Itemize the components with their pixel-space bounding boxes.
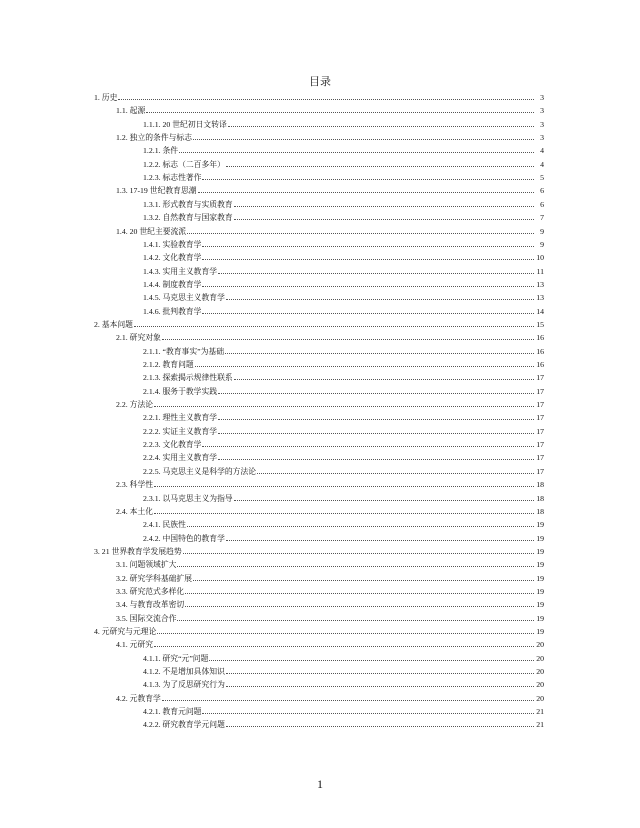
dot-leader: [202, 246, 534, 247]
toc-entry[interactable]: [143, 371, 544, 382]
toc-entry-label: 1.4. 20 世纪主要流派: [116, 226, 187, 236]
toc-entry[interactable]: [143, 652, 544, 663]
toc-entry-label: 1.3.1. 形式教育与实质教育: [143, 199, 233, 209]
dot-leader: [185, 606, 534, 607]
toc-entry[interactable]: [143, 291, 544, 302]
toc-entry[interactable]: [94, 318, 544, 329]
toc-entry-label: 1.4.5. 马克思主义教育学: [143, 293, 225, 303]
toc-entry-label: 2.3.1. 以马克思主义为指导: [143, 493, 233, 503]
toc-entry[interactable]: [94, 91, 544, 102]
toc-entry-label: 3.1. 问题领域扩大: [116, 560, 177, 570]
toc-entry-page: 16: [536, 360, 544, 369]
dot-leader: [187, 526, 534, 527]
toc-entry-page: 19: [536, 573, 544, 583]
toc-entry[interactable]: [116, 478, 544, 489]
toc-entry[interactable]: [143, 118, 544, 129]
dot-leader: [162, 700, 534, 701]
toc-entry-label: 2.2.4. 实用主义教育学: [143, 453, 218, 463]
toc-entry-page: 19: [536, 546, 544, 556]
toc-entry-label: 4.1.2. 不是增加具体知识: [143, 667, 225, 677]
dot-leader: [177, 566, 534, 567]
dot-leader: [118, 99, 534, 100]
toc-entry-label: 1.3. 17-19 世纪教育思潮: [116, 186, 197, 196]
dot-leader: [154, 646, 534, 647]
toc-entry-page: 7: [540, 213, 544, 223]
toc-entry-label: 4.2. 元教育学: [116, 693, 161, 703]
toc-entry-page: 19: [536, 627, 544, 636]
toc-entry-page: 3: [540, 119, 544, 129]
dot-leader: [226, 673, 534, 674]
dot-leader: [134, 326, 534, 327]
toc-entry-page: 21: [536, 707, 544, 717]
toc-entry[interactable]: [116, 131, 544, 142]
toc-entry-page: 19: [536, 600, 544, 610]
toc-entry-page: 16: [536, 333, 544, 343]
dot-leader: [183, 553, 534, 554]
toc-entry-page: 19: [536, 520, 544, 530]
toc-entry-page: 6: [540, 199, 544, 209]
toc-entry-label: 2.1.2. 教育问题: [143, 360, 194, 369]
toc-entry-page: 17: [536, 466, 544, 476]
toc-entry-page: 20: [536, 680, 544, 690]
toc-entry[interactable]: [143, 532, 544, 543]
toc-entry-label: 1.3.2. 自然教育与国家教育: [143, 213, 233, 223]
toc-entry[interactable]: [143, 451, 544, 462]
toc-entry[interactable]: [143, 718, 544, 729]
toc-entry-label: 2.4.2. 中国特色的教育学: [143, 533, 225, 543]
toc-entry[interactable]: [143, 518, 544, 529]
dot-leader: [154, 486, 534, 487]
toc-entry-label: 1.2.3. 标志性著作: [143, 173, 202, 183]
toc-entry-page: 9: [540, 239, 544, 249]
toc-entry-label: 3. 21 世界教育学发展趋势: [94, 546, 182, 556]
dot-leader: [234, 219, 534, 220]
dot-leader: [202, 713, 534, 714]
toc-entry[interactable]: [116, 505, 544, 516]
toc-entry[interactable]: [143, 265, 544, 276]
toc-entry-label: 1.4.1. 实验教育学: [143, 239, 202, 249]
toc-entry-label: 1.4.2. 文化教育学: [143, 253, 202, 263]
toc-entry-page: 13: [536, 279, 544, 289]
toc-entry-page: 17: [536, 426, 544, 436]
toc-entry-page: 3: [540, 93, 544, 102]
toc-entry[interactable]: [116, 612, 544, 623]
dot-leader: [185, 593, 534, 594]
toc-entry-label: 2. 基本问题: [94, 319, 133, 329]
toc-entry-label: 2.2.5. 马克思主义是科学的方法论: [143, 466, 257, 476]
dot-leader: [187, 233, 534, 234]
toc-entry[interactable]: [143, 465, 544, 476]
toc-entry[interactable]: [143, 211, 544, 222]
toc-entry-label: 2.1.1. “教育事实”为基础: [143, 346, 224, 356]
toc-entry[interactable]: [143, 345, 544, 356]
toc-entry[interactable]: [143, 705, 544, 716]
toc-entry-page: 17: [536, 400, 544, 410]
toc-entry-label: 1.2.2. 标志（二百多年）: [143, 159, 225, 169]
toc-entry[interactable]: [143, 678, 544, 689]
dot-leader: [226, 299, 534, 300]
toc-entry-label: 3.5. 国际交流合作: [116, 613, 177, 623]
dot-leader: [257, 473, 534, 474]
dot-leader: [228, 126, 534, 127]
toc-entry-page: 19: [536, 613, 544, 623]
toc-entry-page: 17: [536, 440, 544, 450]
toc-entry[interactable]: [116, 225, 544, 236]
toc-entry-page: 20: [536, 693, 544, 703]
toc-entry-label: 1.2.1. 条件: [143, 146, 179, 156]
toc-entry-page: 3: [540, 106, 544, 116]
dot-leader: [202, 179, 534, 180]
toc-entry[interactable]: [143, 665, 544, 676]
toc-entry[interactable]: [143, 358, 544, 369]
toc-entry[interactable]: [143, 385, 544, 396]
toc-entry-page: 19: [536, 533, 544, 543]
toc-entry-page: 15: [536, 319, 544, 329]
toc-entry-label: 2.2.1. 理性主义教育学: [143, 413, 218, 423]
toc-entry-label: 3.4. 与教育改革密切: [116, 600, 185, 610]
toc-entry[interactable]: [116, 572, 544, 583]
toc-entry-label: 2.2.2. 实证主义教育学: [143, 426, 218, 436]
toc-entry-page: 17: [536, 386, 544, 396]
toc-entry[interactable]: [116, 558, 544, 569]
toc-entry[interactable]: [143, 305, 544, 316]
toc-entry-page: 20: [536, 640, 544, 650]
dot-leader: [202, 259, 534, 260]
toc-entry[interactable]: [143, 411, 544, 422]
toc-entry-label: 4.1. 元研究: [116, 640, 154, 650]
toc-entry[interactable]: [143, 425, 544, 436]
toc-entry-page: 4: [540, 146, 544, 156]
dot-leader: [202, 286, 534, 287]
toc-entry[interactable]: [143, 158, 544, 169]
toc-entry[interactable]: [143, 238, 544, 249]
toc-entry-label: 1.1. 起源: [116, 106, 146, 116]
dot-leader: [218, 419, 534, 420]
toc-entry-page: 9: [540, 226, 544, 236]
toc-entry[interactable]: [116, 692, 544, 703]
dot-leader: [226, 166, 534, 167]
toc-entry-label: 4. 元研究与元理论: [94, 627, 157, 636]
toc-entry-label: 2.2.3. 文化教育学: [143, 440, 202, 450]
toc-entry-page: 19: [536, 560, 544, 570]
toc-entry-page: 17: [536, 413, 544, 423]
dot-leader: [234, 500, 534, 501]
dot-leader: [202, 313, 534, 314]
toc-entry[interactable]: [116, 331, 544, 342]
toc-entry-label: 4.2.1. 教育元问题: [143, 707, 202, 717]
toc-entry-page: 18: [536, 480, 544, 490]
dot-leader: [154, 513, 534, 514]
dot-leader: [234, 379, 534, 380]
toc-entry-page: 14: [536, 306, 544, 316]
dot-leader: [218, 433, 534, 434]
toc-entry-label: 2.1.3. 探索揭示规律性联系: [143, 373, 233, 383]
toc-entry-page: 19: [536, 586, 544, 596]
toc-title: 目录: [309, 76, 331, 88]
toc-entry-label: 1.4.4. 制度教育学: [143, 279, 202, 289]
toc-entry-page: 20: [536, 653, 544, 663]
toc-entry-page: 18: [536, 493, 544, 503]
dot-leader: [154, 406, 534, 407]
dot-leader: [162, 339, 534, 340]
toc-entry-label: 2.1.4. 服务于教学实践: [143, 386, 218, 396]
dot-leader: [218, 273, 534, 274]
toc-entry-label: 4.2.2. 研究教育学元问题: [143, 720, 225, 730]
dot-leader: [226, 540, 534, 541]
dot-leader: [226, 726, 534, 727]
dot-leader: [179, 152, 534, 153]
dot-leader: [218, 459, 534, 460]
toc-entry[interactable]: [143, 278, 544, 289]
toc-entry-label: 3.3. 研究范式多样化: [116, 586, 185, 596]
toc-entry[interactable]: [143, 171, 544, 182]
dot-leader: [195, 366, 534, 367]
toc-entry-page: 10: [536, 253, 544, 263]
toc-entry-label: 2.2. 方法论: [116, 400, 154, 410]
toc-entry[interactable]: [116, 398, 544, 409]
page-number: 1: [317, 777, 323, 791]
toc-entry-page: 21: [536, 720, 544, 730]
dot-leader: [226, 686, 534, 687]
toc-entry[interactable]: [116, 638, 544, 649]
toc-entry-label: 2.1. 研究对象: [116, 333, 161, 343]
dot-leader: [146, 112, 534, 113]
toc-entry-page: 17: [536, 453, 544, 463]
dot-leader: [157, 633, 534, 634]
dot-leader: [177, 620, 534, 621]
toc-entry-label: 3.2. 研究学科基础扩展: [116, 573, 193, 583]
dot-leader: [225, 353, 534, 354]
dot-leader: [193, 139, 534, 140]
toc-entry-page: 4: [540, 159, 544, 169]
toc-entry[interactable]: [143, 492, 544, 503]
dot-leader: [198, 192, 534, 193]
toc-entry-page: 6: [540, 186, 544, 196]
toc-entry-label: 1. 历史: [94, 93, 118, 102]
toc-entry[interactable]: [116, 184, 544, 195]
toc-entry[interactable]: [143, 144, 544, 155]
toc-entry-label: 4.1.1. 研究“元”问题: [143, 653, 209, 663]
toc-entry[interactable]: [143, 198, 544, 209]
dot-leader: [234, 206, 534, 207]
toc-entry[interactable]: [116, 585, 544, 596]
toc-entry-page: 18: [536, 506, 544, 516]
toc-entry[interactable]: [116, 104, 544, 115]
dot-leader: [209, 660, 534, 661]
toc-entry-label: 2.3. 科学性: [116, 480, 154, 490]
toc-entry[interactable]: [143, 438, 544, 449]
toc-entry-page: 17: [536, 373, 544, 383]
dot-leader: [218, 393, 534, 394]
toc-entry-page: 11: [536, 266, 544, 276]
toc-entry-label: 1.1.1. 20 世纪初日文转译: [143, 119, 227, 129]
toc-entry-label: 2.4. 本土化: [116, 506, 154, 516]
toc-entry-label: 4.1.3. 为了反思研究行为: [143, 680, 225, 690]
dot-leader: [193, 580, 534, 581]
toc-entry[interactable]: [116, 598, 544, 609]
toc-entry[interactable]: [94, 625, 544, 636]
toc-entry-label: 1.2. 独立的条件与标志: [116, 133, 193, 143]
toc-entry[interactable]: [143, 251, 544, 262]
toc-entry-label: 1.4.6. 批判教育学: [143, 306, 202, 316]
toc-entry-label: 2.4.1. 民族性: [143, 520, 186, 530]
toc-entry-page: 13: [536, 293, 544, 303]
toc-entry-page: 5: [540, 173, 544, 183]
toc-entry-page: 3: [540, 133, 544, 143]
toc-entry-label: 1.4.3. 实用主义教育学: [143, 266, 218, 276]
toc-entry[interactable]: [94, 545, 544, 556]
toc-entry-page: 16: [536, 346, 544, 356]
dot-leader: [202, 446, 534, 447]
toc-entry-page: 20: [536, 667, 544, 677]
